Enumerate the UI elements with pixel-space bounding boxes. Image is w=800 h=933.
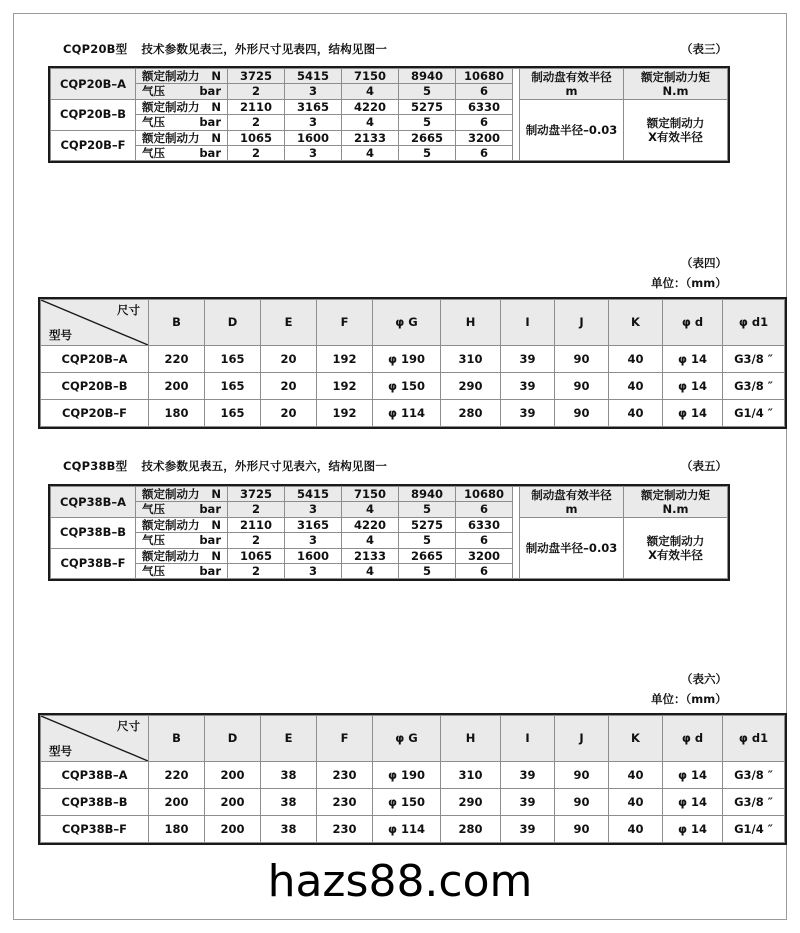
table3-cell: 5	[399, 84, 456, 99]
table6-cell: 230	[317, 789, 373, 816]
table6-cell: 90	[555, 816, 609, 843]
table4-wrapper	[38, 297, 787, 433]
table4-cell: 192	[317, 346, 373, 373]
table5-model-b: CQP38B–B	[51, 517, 136, 548]
table-row	[41, 816, 785, 843]
table4-cell: G1/4 ″	[723, 400, 785, 427]
label-pressure-text: 气压	[142, 502, 165, 517]
table5-label-pressure-b	[136, 533, 228, 548]
table-row	[41, 346, 785, 373]
table4-cell: φ 14	[663, 373, 723, 400]
note-header-radius-unit: m	[565, 83, 578, 98]
table6-cell: φ 114	[373, 816, 441, 843]
table6-cell: φ 14	[663, 789, 723, 816]
table4-cell: 90	[555, 400, 609, 427]
table4-cell: 165	[205, 346, 261, 373]
table6-row-model: CQP38B–B	[41, 789, 149, 816]
table6-row-model: CQP38B–A	[41, 762, 149, 789]
table5-cell: 2133	[342, 548, 399, 563]
label-pressure-unit: bar	[199, 145, 221, 160]
table3-cell: 2	[228, 145, 285, 160]
table3-cell: 1600	[285, 130, 342, 145]
table-row	[41, 373, 785, 400]
table3-model-b: CQP20B–B	[51, 99, 136, 130]
table5-cell: 5	[399, 502, 456, 517]
table4-cell: 90	[555, 373, 609, 400]
table6-cell: 200	[205, 789, 261, 816]
table5-caption: （表五）	[681, 459, 727, 473]
section1-heading-text: 技术参数见表三，外形尺寸见表四，结构见图一	[141, 42, 388, 56]
table3-cell: 5275	[399, 99, 456, 114]
table4	[40, 299, 785, 427]
table4-cell: 20	[261, 373, 317, 400]
table5-note-header-torque	[624, 487, 728, 518]
table6-cell: 200	[205, 762, 261, 789]
table5-label-pressure-a	[136, 502, 228, 517]
label-pressure-unit: bar	[199, 563, 221, 578]
table5-cell: 6	[456, 533, 513, 548]
label-force-text: 额定制动力	[142, 69, 200, 83]
table3-cell: 3	[285, 84, 342, 99]
table5-cell: 5415	[285, 487, 342, 502]
table5-cell: 4	[342, 502, 399, 517]
table3-label-force-b	[136, 99, 228, 114]
note-value-torque-line2: X有效半径	[648, 130, 703, 144]
table3-cell: 3	[285, 145, 342, 160]
table3-cell: 2133	[342, 130, 399, 145]
table5-cell: 5	[399, 533, 456, 548]
table4-cell: 220	[149, 346, 205, 373]
table5-cell: 2	[228, 502, 285, 517]
table5-cell: 7150	[342, 487, 399, 502]
table4-cell: φ 190	[373, 346, 441, 373]
table3-cell: 3165	[285, 99, 342, 114]
table6-header-cell: φ G	[373, 716, 441, 762]
table6-header-cell: J	[555, 716, 609, 762]
label-force-text: 额定制动力	[142, 99, 200, 114]
table3-label-pressure-f	[136, 145, 228, 160]
table5-section-separator	[513, 487, 520, 579]
table4-cell: 180	[149, 400, 205, 427]
table6-cell: φ 150	[373, 789, 441, 816]
table4-row-model: CQP20B–F	[41, 400, 149, 427]
table5-cell: 5	[399, 563, 456, 578]
label-pressure-unit: bar	[199, 115, 221, 130]
section2-heading	[63, 458, 387, 474]
label-force-unit: N	[211, 487, 221, 501]
table6-corner-header	[41, 716, 149, 762]
table6-header-cell: B	[149, 716, 205, 762]
label-pressure-text: 气压	[142, 115, 165, 130]
table3-label-pressure-a	[136, 84, 228, 99]
table5-note-value-torque	[624, 517, 728, 579]
table6-cell: 40	[609, 762, 663, 789]
table5-cell: 3165	[285, 517, 342, 532]
diagonal-header	[41, 300, 148, 345]
table4-cell: 165	[205, 400, 261, 427]
table6-frame	[38, 713, 787, 845]
section1-heading-model: CQP20B型	[63, 42, 128, 56]
table5-cell: 4	[342, 533, 399, 548]
table3-cell: 7150	[342, 69, 399, 84]
table3-label-force-a	[136, 69, 228, 84]
table6-cell: 39	[501, 816, 555, 843]
table6-header-cell: D	[205, 716, 261, 762]
table6-header-cell: φ d	[663, 716, 723, 762]
table5-cell: 1065	[228, 548, 285, 563]
table3-cell: 4220	[342, 99, 399, 114]
table-row	[41, 762, 785, 789]
table3-cell: 2110	[228, 99, 285, 114]
table3-note-value-torque	[624, 99, 728, 161]
note-header-radius-text: 制动盘有效半径	[531, 69, 612, 84]
table6-unit-caption: 单位：（mm）	[651, 692, 727, 706]
table4-cell: 39	[501, 400, 555, 427]
table6-header-cell: I	[501, 716, 555, 762]
table4-unit-caption: 单位：（mm）	[651, 276, 727, 290]
table6-cell: φ 14	[663, 762, 723, 789]
table5-cell: 3	[285, 563, 342, 578]
table3-cell: 10680	[456, 69, 513, 84]
table-row	[51, 99, 728, 114]
table4-cell: 310	[441, 346, 501, 373]
table4-cell: 39	[501, 373, 555, 400]
section2-heading-text: 技术参数见表五，外形尺寸见表六，结构见图一	[141, 459, 388, 473]
table6-cell: 40	[609, 816, 663, 843]
corner-top-label: 尺寸	[117, 719, 140, 733]
table5-note-header-radius	[520, 487, 624, 518]
label-force-text: 额定制动力	[142, 487, 200, 501]
table6-row-model: CQP38B–F	[41, 816, 149, 843]
table4-cell: 290	[441, 373, 501, 400]
table3-cell: 6330	[456, 99, 513, 114]
note-value-torque-line1: 额定制动力	[646, 115, 705, 130]
note-value-torque-line2: X有效半径	[648, 548, 703, 562]
table5-cell: 3725	[228, 487, 285, 502]
table3-cell: 4	[342, 145, 399, 160]
table5	[50, 486, 728, 579]
note-header-torque-text: 额定制动力矩	[641, 69, 710, 84]
table4-cell: G3/8 ″	[723, 373, 785, 400]
table6-header-cell: H	[441, 716, 501, 762]
table6-cell: 40	[609, 789, 663, 816]
table5-model-a: CQP38B–A	[51, 487, 136, 518]
table4-cell: 192	[317, 373, 373, 400]
table6-cell: G3/8 ″	[723, 762, 785, 789]
table-header-row	[41, 716, 785, 762]
table4-cell: 165	[205, 373, 261, 400]
table5-cell: 2	[228, 563, 285, 578]
label-force-unit: N	[211, 517, 221, 532]
table3-cell: 5415	[285, 69, 342, 84]
table4-header-cell: φ d	[663, 300, 723, 346]
label-force-unit: N	[211, 69, 221, 83]
table4-header-cell: I	[501, 300, 555, 346]
table6	[40, 715, 785, 843]
table3-label-force-f	[136, 130, 228, 145]
table6-header-cell: F	[317, 716, 373, 762]
table4-header-cell: J	[555, 300, 609, 346]
table6-header-cell: K	[609, 716, 663, 762]
table-header-row	[41, 300, 785, 346]
section2-heading-model: CQP38B型	[63, 459, 128, 473]
table5-label-force-b	[136, 517, 228, 532]
table6-cell: G1/4 ″	[723, 816, 785, 843]
table6-cell: 310	[441, 762, 501, 789]
table4-frame	[38, 297, 787, 429]
table5-cell: 8940	[399, 487, 456, 502]
table6-cell: 38	[261, 816, 317, 843]
table3-cell: 6	[456, 145, 513, 160]
table4-cell: 20	[261, 400, 317, 427]
table3-model-a: CQP20B–A	[51, 69, 136, 100]
note-value-torque-line1: 额定制动力	[646, 533, 705, 548]
table3-note-value-radius: 制动盘半径–0.03	[520, 99, 624, 161]
label-force-unit: N	[211, 99, 221, 114]
table3-cell: 2665	[399, 130, 456, 145]
table3-section-separator	[513, 69, 520, 161]
table4-cell: φ 150	[373, 373, 441, 400]
table5-cell: 10680	[456, 487, 513, 502]
table6-cell: 200	[205, 816, 261, 843]
label-pressure-unit: bar	[199, 84, 221, 99]
table6-cell: G3/8 ″	[723, 789, 785, 816]
label-force-unit: N	[211, 130, 221, 145]
table-row	[51, 517, 728, 532]
table3	[50, 68, 728, 161]
table6-cell: 39	[501, 762, 555, 789]
table4-cell: 280	[441, 400, 501, 427]
table4-cell: G3/8 ″	[723, 346, 785, 373]
table6-caption: （表六）	[681, 672, 727, 686]
table3-cell: 5	[399, 145, 456, 160]
table6-cell: 90	[555, 762, 609, 789]
table3-cell: 4	[342, 115, 399, 130]
label-pressure-unit: bar	[199, 502, 221, 517]
table5-cell: 3	[285, 502, 342, 517]
table6-cell: 230	[317, 816, 373, 843]
table3-cell: 6	[456, 84, 513, 99]
table6-cell: 280	[441, 816, 501, 843]
table6-cell: φ 190	[373, 762, 441, 789]
table4-cell: 40	[609, 346, 663, 373]
corner-bottom-label: 型号	[49, 327, 72, 342]
table4-cell: 20	[261, 346, 317, 373]
note-header-torque-unit: N.m	[662, 501, 689, 516]
diagonal-header	[41, 716, 148, 761]
section1-heading	[63, 41, 387, 57]
table5-label-force-a	[136, 487, 228, 502]
table4-cell: 200	[149, 373, 205, 400]
label-pressure-text: 气压	[142, 533, 165, 548]
table4-cell: 90	[555, 346, 609, 373]
table4-header-cell: E	[261, 300, 317, 346]
table5-cell: 5275	[399, 517, 456, 532]
table5-cell: 1600	[285, 548, 342, 563]
label-force-text: 额定制动力	[142, 130, 200, 145]
table4-header-cell: φ G	[373, 300, 441, 346]
table5-cell: 6	[456, 502, 513, 517]
table5-cell: 2110	[228, 517, 285, 532]
table3-cell: 6	[456, 115, 513, 130]
table4-cell: 39	[501, 346, 555, 373]
label-force-unit: N	[211, 548, 221, 563]
table6-cell: 200	[149, 789, 205, 816]
table4-row-model: CQP20B–A	[41, 346, 149, 373]
table4-header-cell: H	[441, 300, 501, 346]
table4-corner-header	[41, 300, 149, 346]
table6-wrapper	[38, 713, 787, 849]
table6-header-cell: φ d1	[723, 716, 785, 762]
table3-model-f: CQP20B–F	[51, 130, 136, 161]
table3-cell: 2	[228, 115, 285, 130]
table3-cell: 5	[399, 115, 456, 130]
table3-note-header-torque	[624, 69, 728, 100]
table6-header-cell: E	[261, 716, 317, 762]
table6-cell: 90	[555, 789, 609, 816]
table3-cell: 2	[228, 84, 285, 99]
table3-cell: 3	[285, 115, 342, 130]
table5-frame	[48, 484, 730, 581]
table6-cell: 39	[501, 789, 555, 816]
table4-cell: 40	[609, 400, 663, 427]
table6-cell: 220	[149, 762, 205, 789]
table3-caption: （表三）	[681, 42, 727, 56]
table4-cell: 40	[609, 373, 663, 400]
table4-cell: 192	[317, 400, 373, 427]
table5-cell: 3	[285, 533, 342, 548]
table5-note-value-radius: 制动盘半径–0.03	[520, 517, 624, 579]
table-row	[51, 69, 728, 84]
table5-label-force-f	[136, 548, 228, 563]
table-row	[41, 400, 785, 427]
site-watermark: hazs88.com	[267, 856, 533, 907]
table5-wrapper	[48, 484, 730, 585]
table6-cell: 230	[317, 762, 373, 789]
table6-cell: 180	[149, 816, 205, 843]
corner-top-label: 尺寸	[117, 303, 140, 317]
table4-header-cell: B	[149, 300, 205, 346]
table4-row-model: CQP20B–B	[41, 373, 149, 400]
note-header-torque-unit: N.m	[662, 83, 689, 98]
table4-header-cell: K	[609, 300, 663, 346]
table3-cell: 3725	[228, 69, 285, 84]
note-header-radius-text: 制动盘有效半径	[531, 487, 612, 502]
label-pressure-text: 气压	[142, 145, 165, 160]
note-header-radius-unit: m	[565, 501, 578, 516]
table3-frame	[48, 66, 730, 163]
table5-cell: 4220	[342, 517, 399, 532]
table3-cell: 1065	[228, 130, 285, 145]
label-force-text: 额定制动力	[142, 517, 200, 532]
label-pressure-unit: bar	[199, 533, 221, 548]
table3-note-header-radius	[520, 69, 624, 100]
table5-cell: 2	[228, 533, 285, 548]
table6-cell: 38	[261, 762, 317, 789]
table6-cell: φ 14	[663, 816, 723, 843]
label-force-text: 额定制动力	[142, 548, 200, 563]
table5-cell: 4	[342, 563, 399, 578]
table5-label-pressure-f	[136, 563, 228, 578]
table3-label-pressure-b	[136, 115, 228, 130]
table4-caption: （表四）	[681, 256, 727, 270]
table5-cell: 6	[456, 563, 513, 578]
table5-model-f: CQP38B–F	[51, 548, 136, 579]
table4-cell: φ 114	[373, 400, 441, 427]
table3-wrapper	[48, 66, 730, 167]
table3-cell: 4	[342, 84, 399, 99]
label-pressure-text: 气压	[142, 563, 165, 578]
table6-cell: 38	[261, 789, 317, 816]
table4-header-cell: F	[317, 300, 373, 346]
table3-cell: 3200	[456, 130, 513, 145]
table5-cell: 2665	[399, 548, 456, 563]
corner-bottom-label: 型号	[49, 743, 72, 758]
table3-cell: 8940	[399, 69, 456, 84]
table5-cell: 6330	[456, 517, 513, 532]
table6-cell: 290	[441, 789, 501, 816]
table4-cell: φ 14	[663, 346, 723, 373]
label-pressure-text: 气压	[142, 84, 165, 99]
table-row	[41, 789, 785, 816]
table5-cell: 3200	[456, 548, 513, 563]
note-header-torque-text: 额定制动力矩	[641, 487, 710, 502]
table4-header-cell: D	[205, 300, 261, 346]
table-row	[51, 487, 728, 502]
table4-header-cell: φ d1	[723, 300, 785, 346]
table4-cell: φ 14	[663, 400, 723, 427]
